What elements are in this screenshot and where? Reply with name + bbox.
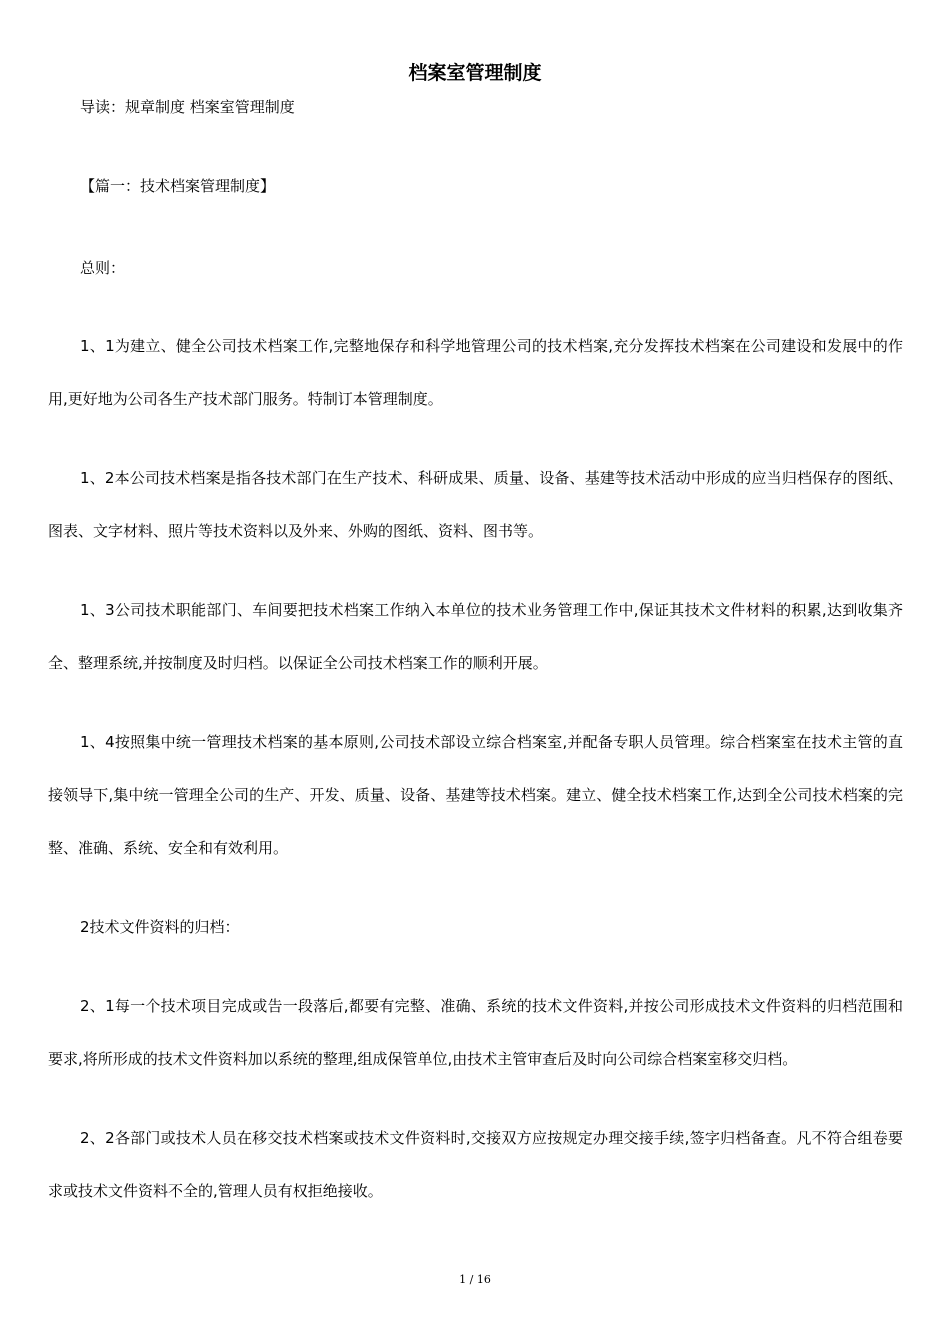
paragraph-1-4: 1、4按照集中统一管理技术档案的基本原则,公司技术部设立综合档案室,并配备专职人员管理。综合档案室在技术主管的直接领导下,集中统一管理全公司的生产、开发、质量、设备、基建等技术档案。建立、健全技术档案工作,达到全公司技术档案的完整、准确、系统、安全和有效利用。 [48,733,903,857]
paragraph-1-1: 1、1为建立、健全公司技术档案工作,完整地保存和科学地管理公司的技术档案,充分发挥技术档案在公司建设和发展中的作用,更好地为公司各生产技术部门服务。特制订本管理制度。 [48,337,903,408]
section-heading: 【篇一：技术档案管理制度】 [80,177,276,195]
paragraph-2-2: 2、2各部门或技术人员在移交技术档案或技术文件资料时,交接双方应按规定办理交接手续,签字归档备查。凡不符合组卷要求或技术文件资料不全的,管理人员有权拒绝接收。 [48,1129,903,1200]
section-subheading: 总则： [80,259,126,277]
paragraph-1-3: 1、3公司技术职能部门、车间要把技术档案工作纳入本单位的技术业务管理工作中,保证其技术文件材料的积累,达到收集齐全、整理系统,并按制度及时归档。以保证全公司技术档案工作的顺利开展。 [48,601,903,672]
page-number: 1 / 16 [459,1273,491,1286]
paragraph-1-2: 1、2本公司技术档案是指各技术部门在生产技术、科研成果、质量、设备、基建等技术活动中形成的应当归档保存的图纸、图表、文字材料、照片等技术资料以及外来、外购的图纸、资料、图书等。 [48,469,903,540]
document-title: 档案室管理制度 [408,62,542,84]
guide-line: 导读：规章制度 档案室管理制度 [80,98,295,116]
paragraph-2-1: 2、1每一个技术项目完成或告一段落后,都要有完整、准确、系统的技术文件资料,并按公司形成技术文件资料的归档范围和要求,将所形成的技术文件资料加以系统的整理,组成保管单位,由技术主管审查后及时向公司综合档案室移交归档。 [48,997,903,1068]
section-heading-2: 2技术文件资料的归档： [80,918,240,936]
